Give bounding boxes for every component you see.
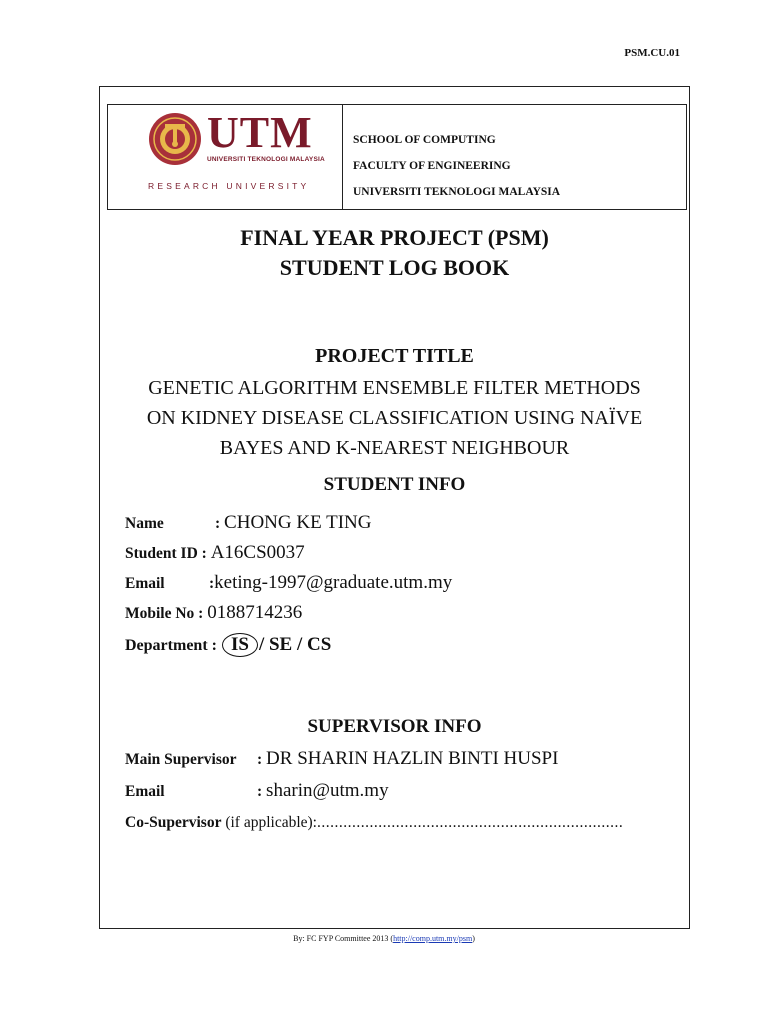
main-supervisor-row (125, 748, 558, 770)
title-line-2: STUDENT LOG BOOK (279, 255, 510, 280)
school-name: SCHOOL OF COMPUTING (353, 134, 496, 146)
footer-suffix: ) (472, 934, 475, 943)
page-frame (99, 86, 690, 929)
main-supervisor-value: DR SHARIN HAZLIN BINTI HUSPI (266, 748, 559, 769)
supervisor-email-row (125, 780, 389, 802)
student-name-value: CHONG KE TING (224, 512, 372, 533)
logo-area (108, 105, 342, 209)
co-supervisor-label: Co-Supervisor (125, 814, 222, 831)
supervisor-email-separator: : (257, 783, 263, 800)
student-mobile-value: 0188714236 (207, 602, 303, 623)
footer-credit (0, 934, 768, 943)
header-box (107, 104, 687, 210)
student-email-row (125, 572, 452, 594)
footer-link[interactable]: http://comp.utm.my/psm (393, 934, 473, 943)
student-name-separator: : (215, 515, 221, 532)
header-divider (342, 105, 343, 209)
student-id-value: A16CS0037 (210, 542, 305, 563)
supervisor-email-label: Email (125, 783, 165, 800)
institution-block (353, 127, 560, 205)
student-id-row (125, 542, 305, 564)
logo-subtitle: UNIVERSITI TEKNOLOGI MALAYSIA (207, 156, 325, 163)
supervisor-email-value: sharin@utm.my (266, 780, 389, 801)
project-title-text (100, 373, 689, 463)
student-mobile-label: Mobile No : (125, 605, 204, 622)
logo-wordmark: UTM (207, 108, 313, 157)
student-info-heading: STUDENT INFO (323, 474, 466, 495)
title-line-1: FINAL YEAR PROJECT (PSM) (240, 225, 549, 250)
project-title-line-2: ON KIDNEY DISEASE CLASSIFICATION USING NAÏVE (146, 407, 643, 429)
document-code: PSM.CU.01 (624, 47, 680, 59)
student-mobile-row (125, 602, 302, 624)
project-title-line-1: GENETIC ALGORITHM ENSEMBLE FILTER METHODS (148, 377, 641, 399)
student-name-row (125, 512, 371, 534)
utm-seal-icon (148, 112, 202, 166)
student-department-label: Department : (125, 637, 217, 654)
project-title-line-3: BAYES AND K-NEAREST NEIGHBOUR (219, 437, 570, 459)
department-selected-option: IS (222, 633, 258, 657)
student-department-row (125, 633, 331, 657)
logo-tagline: RESEARCH UNIVERSITY (148, 181, 310, 191)
footer-prefix: By: FC FYP Committee 2013 ( (293, 934, 394, 943)
student-email-separator: : (209, 575, 215, 592)
main-supervisor-label: Main Supervisor (125, 751, 237, 768)
faculty-name: FACULTY OF ENGINEERING (353, 160, 511, 172)
university-name: UNIVERSITI TEKNOLOGI MALAYSIA (353, 186, 561, 198)
document-title (100, 223, 689, 283)
co-supervisor-note: (if applicable): (225, 814, 317, 831)
co-supervisor-blank: ...................................................................... (317, 814, 624, 831)
supervisor-info-heading: SUPERVISOR INFO (307, 716, 482, 737)
student-email-label: Email (125, 575, 165, 592)
student-email-value: keting-1997@graduate.utm.my (214, 572, 453, 593)
student-name-label: Name (125, 515, 164, 532)
department-other-options: / SE / CS (258, 634, 332, 655)
student-id-label: Student ID : (125, 545, 207, 562)
main-supervisor-separator: : (257, 751, 263, 768)
project-title-heading: PROJECT TITLE (315, 345, 474, 367)
co-supervisor-row (125, 814, 623, 832)
